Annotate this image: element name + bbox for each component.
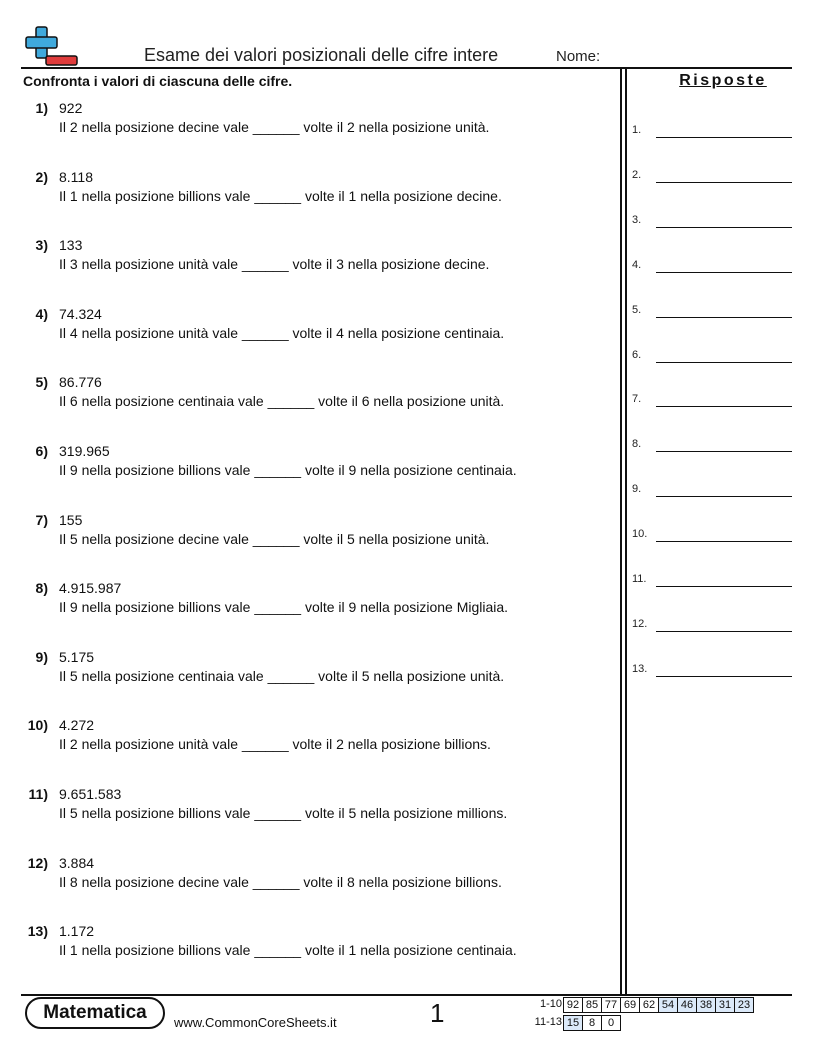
problem-number: 1.172 [59, 923, 95, 940]
problem-item [23, 374, 613, 414]
problem-text: Il 1 nella posizione billions vale ______ volte il 1 nella posizione decine. [59, 187, 502, 204]
problem-item [23, 580, 613, 620]
problem-text: Il 9 nella posizione billions vale ______ volte il 9 nella posizione centinaia. [59, 462, 517, 478]
problem-number: 4.915.987 [59, 580, 122, 597]
header-rule [21, 67, 792, 69]
problem-number: 9.651.583 [59, 786, 122, 802]
answer-row [632, 618, 792, 632]
answer-row [632, 393, 792, 407]
answer-blank[interactable] [656, 541, 792, 542]
problem-label: 12) [27, 854, 48, 871]
problem-text: Il 2 nella posizione unità vale ______ volte il 2 nella posizione billions. [59, 736, 491, 753]
problem-number: 4.272 [59, 717, 95, 734]
problem-item [23, 100, 613, 140]
answer-blank[interactable] [656, 451, 792, 452]
problem-text: Il 3 nella posizione unità vale ______ volte il 3 nella posizione decine. [59, 256, 490, 273]
score-row-label: 11-13 [534, 1016, 562, 1028]
answer-blank[interactable] [656, 586, 792, 587]
problem-item [23, 443, 613, 483]
problem-label: 9) [35, 648, 48, 665]
answer-label: 3. [632, 213, 642, 226]
score-cell: 92 [563, 997, 583, 1013]
answer-blank[interactable] [656, 496, 792, 497]
footer-rule [21, 994, 792, 996]
answer-blank[interactable] [656, 272, 792, 273]
answer-row [632, 124, 792, 138]
answer-label: 12. [632, 617, 648, 630]
answer-blank[interactable] [656, 227, 792, 228]
answer-label: 11. [632, 573, 647, 585]
score-cell: 85 [582, 997, 602, 1013]
problem-number: 8.118 [59, 168, 93, 185]
problem-label: 8) [35, 580, 48, 597]
problem-text: Il 5 nella posizione billions vale ______ volte il 5 nella posizione millions. [59, 805, 508, 821]
page-title: Esame dei valori posizionali delle cifre intere [144, 45, 499, 65]
answers-title: Risposte [679, 72, 767, 89]
answer-blank[interactable] [656, 362, 792, 363]
problem-label: 1) [35, 100, 48, 116]
answer-label: 13. [632, 662, 648, 675]
problem-label: 3) [35, 237, 48, 254]
problem-number: 5.175 [59, 648, 95, 665]
page-number: 1 [430, 998, 445, 1028]
problem-label: 7) [35, 511, 48, 528]
score-cell: 69 [620, 997, 640, 1013]
answer-blank[interactable] [656, 676, 792, 677]
answer-blank[interactable] [656, 137, 792, 138]
score-cell: 0 [601, 1015, 621, 1031]
problem-number: 74.324 [59, 305, 102, 322]
problem-text: Il 1 nella posizione billions vale ______ volte il 1 nella posizione centinaia. [59, 942, 517, 959]
score-cell: 62 [639, 997, 659, 1013]
score-cell: 38 [696, 997, 716, 1013]
problem-label: 13) [27, 923, 48, 940]
problem-number: 319.965 [59, 443, 110, 459]
answer-label: 8. [632, 438, 642, 451]
score-cell: 46 [677, 997, 697, 1013]
problem-item [23, 169, 613, 209]
score-cell: 15 [563, 1015, 583, 1031]
answer-blank[interactable] [656, 406, 792, 407]
problem-item [23, 306, 613, 346]
problem-label: 2) [35, 168, 48, 185]
problem-text: Il 6 nella posizione centinaia vale ______ volte il 6 nella posizione unità. [59, 393, 505, 410]
score-cell: 8 [582, 1015, 602, 1031]
problem-text: Il 4 nella posizione unità vale ______ volte il 4 nella posizione centinaia. [59, 324, 505, 341]
answer-blank[interactable] [656, 631, 792, 632]
answer-row [632, 438, 792, 452]
answer-row [632, 528, 792, 542]
answer-row [632, 663, 792, 677]
problem-text: Il 8 nella posizione decine vale ______ volte il 8 nella posizione billions. [59, 873, 502, 890]
site-url: www.CommonCoreSheets.it [174, 1015, 337, 1030]
problem-text: Il 5 nella posizione centinaia vale ______ volte il 5 nella posizione unità. [59, 667, 505, 684]
problem-item [23, 649, 613, 689]
answer-row [632, 214, 792, 228]
answer-row [632, 259, 792, 273]
problem-number: 86.776 [59, 374, 102, 391]
name-label: Nome: [556, 48, 601, 65]
answer-row [632, 304, 792, 318]
problem-label: 6) [35, 443, 48, 459]
problem-number: 3.884 [59, 854, 95, 871]
problem-number: 155 [59, 511, 83, 528]
answer-row [632, 169, 792, 183]
score-cell: 31 [715, 997, 735, 1013]
answer-label: 5. [632, 303, 642, 316]
problem-item [23, 237, 613, 277]
problem-item [23, 717, 613, 757]
answer-label: 6. [632, 348, 642, 361]
answer-label: 10. [632, 528, 648, 541]
problem-label: 10) [27, 717, 48, 734]
answer-row [632, 483, 792, 497]
answer-label: 4. [632, 258, 642, 271]
problem-item [23, 512, 613, 552]
score-cell: 77 [601, 997, 621, 1013]
answer-row [632, 349, 792, 363]
problem-text: Il 9 nella posizione billions vale ______ volte il 9 nella posizione Migliaia. [59, 599, 509, 616]
answer-blank[interactable] [656, 182, 792, 183]
problem-text: Il 2 nella posizione decine vale ______ volte il 2 nella posizione unità. [59, 119, 490, 135]
answer-row [632, 573, 792, 587]
problem-label: 11) [28, 786, 48, 802]
brand-badge: Matematica [25, 997, 165, 1029]
answer-label: 2. [632, 168, 642, 181]
answer-label: 1. [632, 124, 642, 136]
problem-number: 133 [59, 237, 83, 254]
answer-label: 9. [632, 483, 642, 496]
problem-number: 922 [59, 100, 83, 116]
score-cell: 54 [658, 997, 678, 1013]
answer-blank[interactable] [656, 317, 792, 318]
plus-minus-icon [23, 24, 79, 68]
answer-label: 7. [632, 393, 642, 406]
score-cell: 23 [734, 997, 754, 1013]
problem-item [23, 923, 613, 963]
problem-item [23, 855, 613, 895]
problem-text: Il 5 nella posizione decine vale ______ volte il 5 nella posizione unità. [59, 530, 490, 547]
problem-label: 5) [35, 374, 48, 391]
problem-item [23, 786, 613, 826]
problem-label: 4) [35, 305, 48, 322]
column-divider [620, 67, 627, 995]
instructions: Confronta i valori di ciascuna delle cifre. [23, 73, 293, 89]
score-row-label: 1-10 [539, 998, 562, 1010]
